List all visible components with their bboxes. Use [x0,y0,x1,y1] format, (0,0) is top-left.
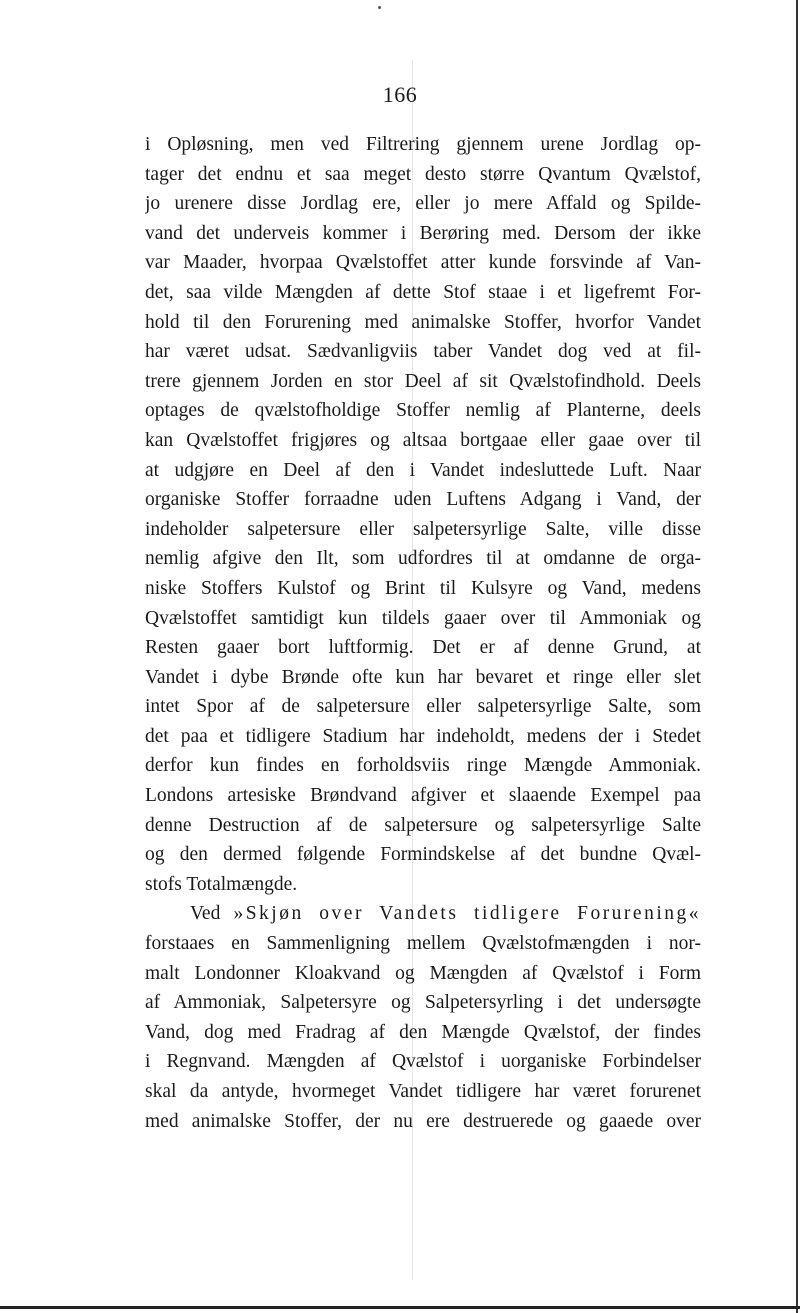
text-line: organiske Stoffer forraadne uden Luftens Adgang i Vand, der [145,489,701,511]
paragraph-2-emphasis: »Skjøn over Vandets tidligere Forurening« [233,903,701,925]
text-line: i Opløsning, men ved Filtrering gjennem urene Jordlag op- [145,134,701,155]
text-line: tager det endnu et saa meget desto større Qvantum Qvælstof, [145,163,701,185]
text-line: i Regnvand. Mængden af Qvælstof i uorganiske Forbindelser [145,1051,701,1073]
text-line: og den dermed følgende Formindskelse af det bundne Qvæl- [145,844,701,866]
text-line: det, saa vilde Mængden af dette Stof staae i et ligefremt For- [145,281,701,303]
print-speck [378,6,381,9]
text-line: denne Destruction af de salpetersure og salpetersyrlige Salte [145,814,701,836]
text-line: intet Spor af de salpetersure eller salpetersyrlige Salte, som [145,696,701,718]
page-number: 166 [382,82,418,107]
scan-edge-bottom [0,1306,800,1309]
text-line: nemlig afgive den Ilt, som udfordres til at omdanne de orga- [145,548,701,570]
text-line: Vand, dog med Fradrag af den Mængde Qvælstof, der findes [145,1021,701,1043]
text-line: at udgjøre en Deel af den i Vandet indesluttede Luft. Naar [145,459,701,481]
text-line: niske Stoffers Kulstof og Brint til Kulsyre og Vand, medens [145,577,701,599]
text-line: det paa et tidligere Stadium har indeholdt, medens der i Stedet [145,725,701,747]
body-text [145,130,701,1136]
text-line: Vandet i dybe Brønde ofte kun har bevaret et ringe eller slet [145,666,701,688]
text-line: med animalske Stoffer, der nu ere destruerede og gaaede over [145,1110,701,1132]
text-line: indeholder salpetersure eller salpetersyrlige Salte, ville disse [145,518,701,540]
text-line: har været udsat. Sædvanligviis taber Vandet dog ved at fil- [145,341,701,363]
text-line: malt Londonner Kloakvand og Mængden af Qvælstof i Form [145,962,701,984]
text-line: var Maader, hvorpaa Qvælstoffet atter kunde forsvinde af Van- [145,252,701,274]
text-line: Qvælstoffet samtidigt kun tildels gaaer over til Ammoniak og [145,607,701,629]
text-line: optages de qvælstofholdige Stoffer nemlig af Planterne, deels [145,400,701,422]
text-line: af Ammoniak, Salpetersyre og Salpetersyrling i det undersøgte [145,992,701,1014]
text-line: trere gjennem Jorden en stor Deel af sit Qvælstofindhold. Deels [145,370,701,392]
paragraph-1 [145,130,701,899]
text-line: kan Qvælstoffet frigjøres og altsaa bortgaae eller gaae over til [145,429,701,451]
text-line: hold til den Forurening med animalske Stoffer, hvorfor Vandet [145,311,701,333]
paragraph-2 [145,899,701,1136]
text-line: stofs Totalmængde. [145,873,298,895]
paragraph-2-lead: Ved [190,903,234,925]
text-line: skal da antyde, hvormeget Vandet tidligere har været forurenet [145,1081,701,1102]
text-line: Londons artesiske Brøndvand afgiver et slaaende Exempel paa [145,785,701,807]
text-line: Resten gaaer bort luftformig. Det er af denne Grund, at [145,637,701,659]
text-line: derfor kun findes en forholdsviis ringe Mængde Ammoniak. [145,755,701,777]
text-line: vand det underveis kommer i Berøring med. Dersom der ikke [145,222,701,244]
text-line [145,899,701,929]
text-line: jo urenere disse Jordlag ere, eller jo mere Affald og Spilde- [145,193,701,215]
scan-edge-right [796,0,798,1313]
text-line: forstaaes en Sammenligning mellem Qvælstofmængden i nor- [145,933,701,955]
